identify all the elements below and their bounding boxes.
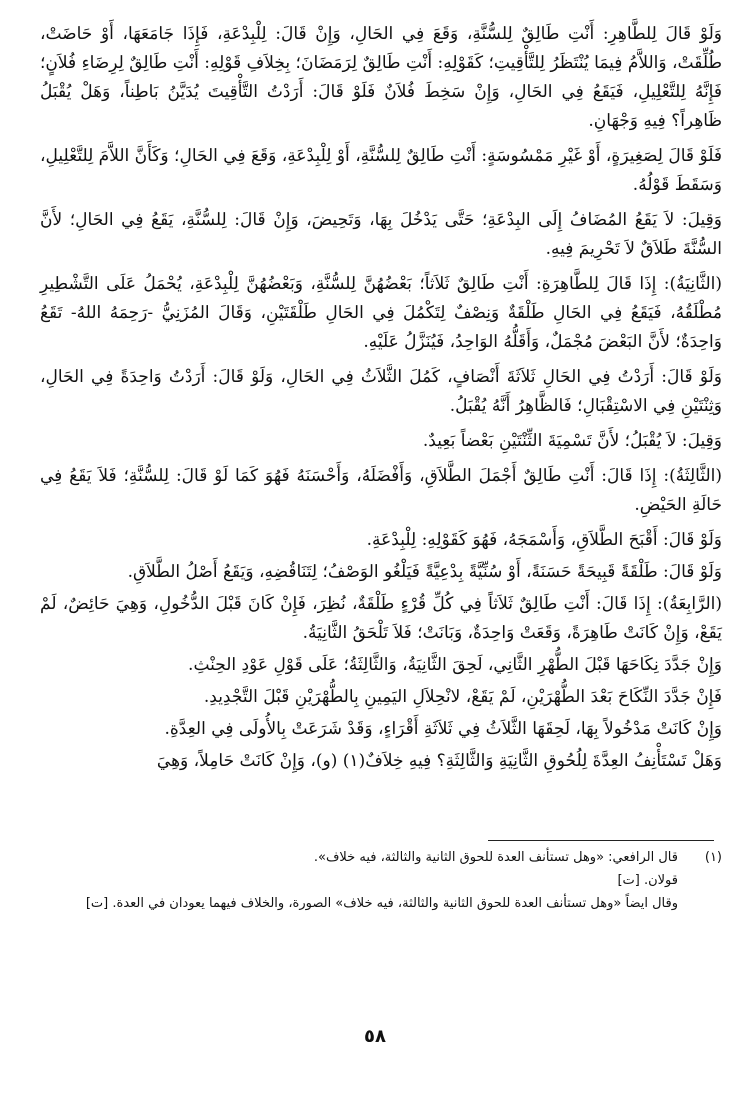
paragraph: وَهَلْ تَسْتَأْنِفُ العِدَّةَ لِلُحُوقِ الثَّانِيَةِ وَالثَّالِثَةِ؟ فِيهِ خِلاَفٌ(١) (و)، وَإِنْ كَانَتْ حَامِلاً، وَهِيَ: [156, 751, 722, 771]
paragraph: فَلَوْ قَالَ لِصَغِيرَةٍ، أَوْ غَيْرِ مَمْسُوسَةٍ: أَنْتِ طَالِقٌ لِلسُّنَّةِ، أَوْ لِلْبِدْعَةِ، وَقَعَ فِي الحَالِ؛ وَكَأَنَّ اللاَّمَ لِلتَّعْلِيلِ، وَسَقَطَ قَوْلُهُ.: [40, 146, 722, 195]
footnote-line: قال الرافعي: «وهل تستأنف العدة للحوق الثانية والثالثة، فيه خلاف».: [313, 850, 678, 865]
paragraph: وَلَوْ قَالَ: طَلْقَةً قَبِيحَةً حَسَنَةً، أَوْ سُنِّيَّةً بِدْعِيَّةً فَيَلْغُو الوَصْفُ؛ لِتَنَاقُضِهِ، وَيَقَعُ أَصْلُ الطَّلاَقِ.: [127, 562, 722, 582]
footnote-number: (١): [704, 850, 722, 865]
footnote-line: وقال ايضاً «وهل تستأنف العدة للحوق الثانية والثالثة، فيه خلاف» الصورة، والخلاف فيهما يعودان في العدة. [ت]: [85, 896, 678, 911]
main-text: [40, 20, 722, 779]
footnote: [40, 846, 722, 915]
paragraph: وَلَوْ قَالَ: أَقْبَحَ الطَّلاَقِ، وَأَسْمَجَهُ، فَهُوَ كَقَوْلِهِ: لِلْبِدْعَةِ.: [366, 530, 722, 550]
paragraph: فَإِنْ جَدَّدَ النِّكَاحَ بَعْدَ الطُّهْرَيْنِ، لَمْ يَقَعْ، لانْحِلاَلِ اليَمِينِ بِالطُّهْرَيْنِ قَبْلَ التَّجْدِيدِ.: [203, 687, 722, 707]
paragraph: وَلَوْ قَالَ: أَرَدْتُ فِي الحَالِ ثَلاَثَةَ أَنْصَافٍ، كَمُلَ الثَّلاَثُ فِي الحَالِ، وَلَوْ قَالَ: أَرَدْتُ وَاحِدَةً فِي الحَالِ، وَثِنْتَيْنِ فِي الاسْتِقْبَالِ؛ فَالظَّاهِرُ أَنَّهُ يُقْبَلُ.: [40, 367, 722, 416]
paragraph: (الثَّانِيَةُ): إِذَا قَالَ لِلطَّاهِرَةِ: أَنْتِ طَالِقٌ ثَلاَثاً؛ بَعْضُهُنَّ لِلسُّنَّةِ، وَبَعْضُهُنَّ لِلْبِدْعَةِ، يُحْمَلُ عَلَى التَّشْطِيرِ مُطْلَقُهُ، فَيَقَعُ فِي الحَالِ طَلْقَةٌ وَنِصْفٌ لِتَكْمُلَ فِي الحَالِ طَلْقَتَيْنِ، وَقَالَ المُزَنِيُّ -رَحِمَهُ اللهُ- تَقَعُ وَاحِدَةٌ؛ لأَنَّ البَعْضَ مُجْمَلٌ، وَأَقَلُّهُ الوَاحِدُ، فَيُنَزَّلُ عَلَيْهِ.: [40, 274, 722, 352]
footnote-divider: [488, 840, 714, 841]
footnote-line: قولان. [ت]: [617, 873, 678, 888]
paragraph: وَلَوْ قَالَ لِلطَّاهِرِ: أَنْتِ طَالِقٌ لِلسُّنَّةِ، وَقَعَ فِي الحَالِ، وَإِنْ قَالَ: لِلْبِدْعَةِ، فَإِذَا جَامَعَهَا، أَوْ حَاضَتْ، طُلِّقَتْ، وَاللاَّمُ فِيمَا يُنْتَظَرُ لِلتَّأْقِيتِ؛ كَقَوْلِهِ: أَنْتِ طَالِقٌ لِرَمَضَانَ؛ بِخِلاَفِ قَوْلِهِ: أَنْتِ طَالِقٌ لِرِضَاءِ فُلاَنٍ؛ فَإِنَّهُ لِلتَّعْلِيلِ، فَيَقَعُ فِي الحَالِ، وَإِنْ سَخِطَ فُلاَنٌ فَلَوْ قَالَ: أَرَدْتُ التَّأْقِيتَ يُدَيَّنُ بَاطِناً، وَهَلْ يُقْبَلُ ظَاهِراً؟ فِيهِ وَجْهَانِ.: [40, 24, 722, 131]
paragraph: وَإِنْ جَدَّدَ نِكَاحَهَا قَبْلَ الطُّهْرِ الثَّانِي، لَحِقَ الثَّانِيَةُ، وَالثَّالِثَةُ؛ عَلَى قَوْلِ عَوْدِ الحِنْثِ.: [188, 655, 722, 675]
paragraph: (الرَّابِعَةُ): إِذَا قَالَ: أَنْتِ طَالِقٌ ثَلاَثاً فِي كُلِّ قُرْءٍ طَلْقَةٌ، نُظِرَ، فَإِنْ كَانَ قَبْلَ الدُّخُولِ، وَهِيَ حَائِضٌ، لَمْ يَقَعْ، وَإِنْ كَانَتْ طَاهِرَةً، وَقَعَتْ وَاحِدَةٌ، وَبَانَتْ؛ فَلاَ تَلْحَقُ الثَّانِيَةُ.: [40, 594, 722, 643]
paragraph: وَإِنْ كَانَتْ مَدْخُولاً بِهَا، لَحِقَهَا الثَّلاَثُ فِي ثَلاَثَةِ أَقْرَاءٍ، وَقَدْ شَرَعَتْ بِالأُولَى فِي العِدَّةِ.: [164, 719, 722, 739]
paragraph: (الثَّالِثَةُ): إِذَا قَالَ: أَنْتِ طَالِقٌ أَجْمَلَ الطَّلاَقِ، وَأَفْضَلَهُ، وَأَحْسَنَهُ فَهُوَ كَمَا لَوْ قَالَ: لِلسُّنَّةِ؛ فَلاَ يَقَعُ فِي حَالَةِ الحَيْضِ.: [40, 466, 722, 515]
paragraph: وَقِيلَ: لاَ يَقَعُ المُضَافُ إِلَى البِدْعَةِ؛ حَتَّى يَدْخُلَ بِهَا، وَتَحِيضَ، وَإِنْ قَالَ: لِلسُّنَّةِ، يَقَعُ فِي الحَالِ؛ لأَنَّ السُّنَّةَ طَلاَقٌ لاَ تَحْرِيمَ فِيهِ.: [40, 210, 722, 259]
page-number: ٥٨: [364, 1026, 386, 1047]
paragraph: وَقِيلَ: لاَ يُقْبَلُ؛ لأَنَّ تَسْمِيَةَ الثِّنْتَيْنِ بَعْضاً بَعِيدٌ.: [422, 431, 722, 451]
